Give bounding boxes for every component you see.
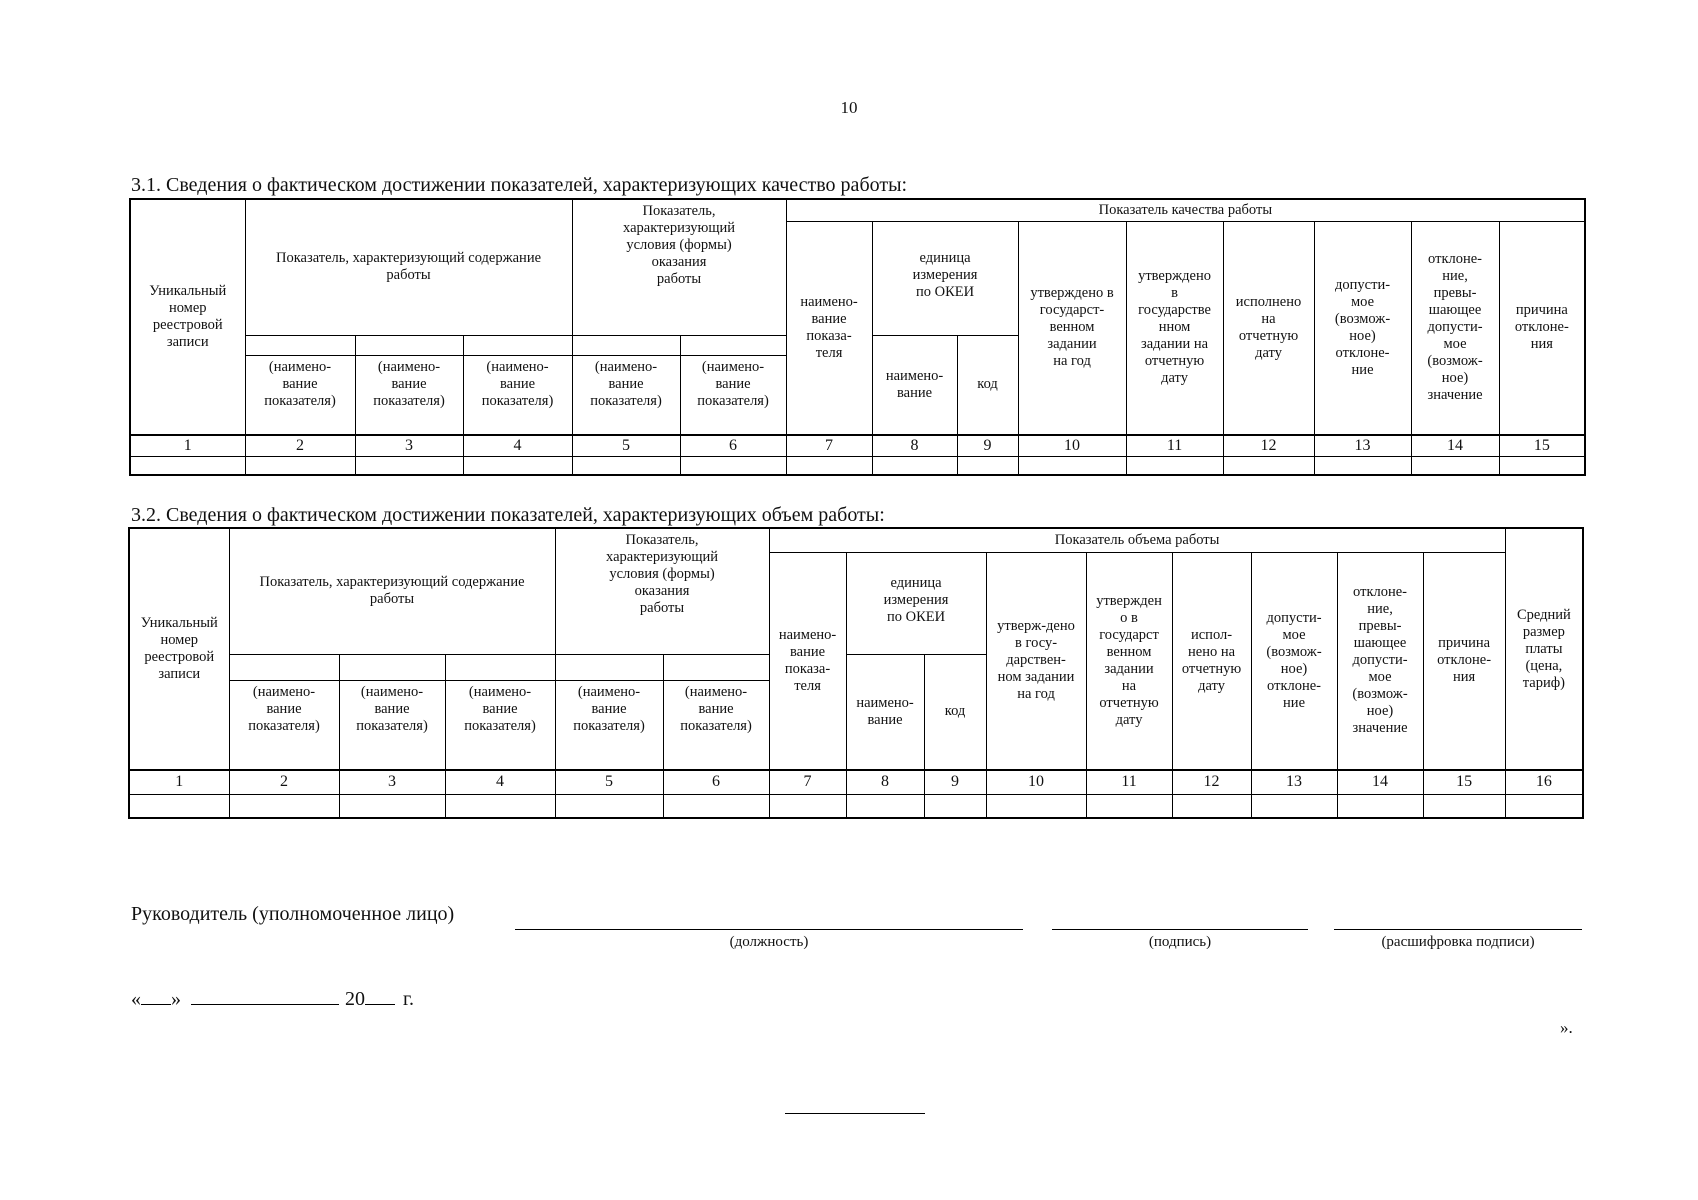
- column-number: 14: [1411, 435, 1499, 457]
- year-field[interactable]: [365, 986, 395, 1005]
- empty-subheader-cell: [555, 654, 663, 680]
- data-cell[interactable]: [1423, 794, 1505, 818]
- column-number: 6: [680, 435, 786, 457]
- year-suffix: г.: [403, 988, 414, 1010]
- header-indicator-name: наимено- вание показа- теля: [769, 552, 846, 770]
- column-number: 7: [769, 770, 846, 794]
- column-number: 1: [130, 435, 245, 457]
- data-cell[interactable]: [339, 794, 445, 818]
- empty-subheader-cell: [229, 654, 339, 680]
- header-approved-period: утверждено в государстве нном задании на отчетную дату: [1126, 221, 1223, 435]
- decoding-line[interactable]: [1334, 929, 1582, 930]
- column-number: 1: [129, 770, 229, 794]
- data-cell[interactable]: [1223, 457, 1314, 475]
- data-cell[interactable]: [1126, 457, 1223, 475]
- column-number: 12: [1172, 770, 1251, 794]
- signature-caption: (подпись): [1148, 934, 1212, 950]
- data-cell[interactable]: [1314, 457, 1411, 475]
- data-cell[interactable]: [680, 457, 786, 475]
- column-number: 11: [1126, 435, 1223, 457]
- header-okei-name: наимено- вание: [846, 654, 924, 770]
- header-approved-period: утвержден о в государст венном задании на отчетную дату: [1086, 552, 1172, 770]
- column-number: 16: [1505, 770, 1583, 794]
- data-cell[interactable]: [986, 794, 1086, 818]
- open-quote: «: [131, 988, 141, 1010]
- data-cell[interactable]: [769, 794, 846, 818]
- data-cell[interactable]: [1251, 794, 1337, 818]
- position-caption: (должность): [729, 934, 809, 950]
- volume-indicators-table: [128, 527, 1584, 819]
- header-sub-name-4: (наимено- вание показателя): [572, 355, 680, 435]
- data-cell[interactable]: [1411, 457, 1499, 475]
- header-volume-group: Показатель объема работы: [769, 528, 1505, 552]
- column-number: 14: [1337, 770, 1423, 794]
- column-number: 8: [846, 770, 924, 794]
- column-number: 6: [663, 770, 769, 794]
- empty-subheader-cell: [339, 654, 445, 680]
- column-number: 3: [339, 770, 445, 794]
- column-number: 8: [872, 435, 957, 457]
- header-okei-name: наимено- вание: [872, 335, 957, 435]
- closing-mark: ».: [1560, 1018, 1573, 1037]
- column-number: 10: [986, 770, 1086, 794]
- header-sub-name-3: (наимено- вание показателя): [463, 355, 572, 435]
- data-cell[interactable]: [663, 794, 769, 818]
- header-deviation-reason: причина отклоне- ния: [1423, 552, 1505, 770]
- column-number: 3: [355, 435, 463, 457]
- data-cell[interactable]: [1499, 457, 1585, 475]
- data-cell[interactable]: [1086, 794, 1172, 818]
- data-cell[interactable]: [130, 457, 245, 475]
- header-allowed-deviation: допусти- мое (возмож- ное) отклоне- ние: [1251, 552, 1337, 770]
- data-cell[interactable]: [1505, 794, 1583, 818]
- column-number: 7: [786, 435, 872, 457]
- column-number: 12: [1223, 435, 1314, 457]
- header-sub-name-2: (наимено- вание показателя): [339, 680, 445, 770]
- column-number: 9: [924, 770, 986, 794]
- header-exceeding-deviation: отклоне- ние, превы- шающее допусти- мое (возмож- ное) значение: [1337, 552, 1423, 770]
- column-number: 10: [1018, 435, 1126, 457]
- data-cell[interactable]: [924, 794, 986, 818]
- column-number: 2: [229, 770, 339, 794]
- empty-subheader-cell: [355, 335, 463, 355]
- page-number: 10: [840, 98, 858, 117]
- header-sub-name-1: (наимено- вание показателя): [229, 680, 339, 770]
- data-cell[interactable]: [1337, 794, 1423, 818]
- column-number: 2: [245, 435, 355, 457]
- column-number: 4: [445, 770, 555, 794]
- data-cell[interactable]: [445, 794, 555, 818]
- header-okei-unit: единица измерения по ОКЕИ: [872, 221, 1018, 335]
- column-number: 4: [463, 435, 572, 457]
- column-number: 13: [1314, 435, 1411, 457]
- section-3-2-title: 3.2. Сведения о фактическом достижении показателей, характеризующих объем работы:: [131, 504, 885, 526]
- header-unique-number: Уникальный номер реестровой записи: [130, 199, 245, 435]
- header-okei-unit: единица измерения по ОКЕИ: [846, 552, 986, 654]
- header-okei-code: код: [924, 654, 986, 770]
- signature-line[interactable]: [1052, 929, 1308, 930]
- header-exceeding-deviation: отклоне- ние, превы- шающее допусти- мое (возмож- ное) значение: [1411, 221, 1499, 435]
- header-average-fee: Средний размер платы (цена, тариф): [1505, 528, 1583, 770]
- column-number: 9: [957, 435, 1018, 457]
- data-cell[interactable]: [1172, 794, 1251, 818]
- empty-subheader-cell: [245, 335, 355, 355]
- position-line[interactable]: [515, 929, 1023, 930]
- data-cell[interactable]: [463, 457, 572, 475]
- close-quote: »: [171, 988, 181, 1010]
- column-number: 15: [1423, 770, 1505, 794]
- signature-label: Руководитель (уполномоченное лицо): [131, 903, 455, 925]
- header-sub-name-3: (наимено- вание показателя): [445, 680, 555, 770]
- empty-subheader-cell: [663, 654, 769, 680]
- header-deviation-reason: причина отклоне- ния: [1499, 221, 1585, 435]
- data-cell[interactable]: [846, 794, 924, 818]
- header-unique-number: Уникальный номер реестровой записи: [129, 528, 229, 770]
- header-approved-year: утверждено в государст- венном задании на год: [1018, 221, 1126, 435]
- column-number: 13: [1251, 770, 1337, 794]
- header-allowed-deviation: допусти- мое (возмож- ное) отклоне- ние: [1314, 221, 1411, 435]
- header-quality-group: Показатель качества работы: [786, 199, 1585, 221]
- header-executed: испол- нено на отчетную дату: [1172, 552, 1251, 770]
- column-number: 11: [1086, 770, 1172, 794]
- header-sub-name-4: (наимено- вание показателя): [555, 680, 663, 770]
- empty-subheader-cell: [445, 654, 555, 680]
- header-sub-name-2: (наимено- вание показателя): [355, 355, 463, 435]
- year-prefix: 20: [345, 988, 365, 1010]
- decoding-caption: (расшифровка подписи): [1381, 934, 1535, 950]
- header-indicator-name: наимено- вание показа- теля: [786, 221, 872, 435]
- header-approved-year: утверж-дено в госу- дарствен- ном задании на год: [986, 552, 1086, 770]
- data-cell[interactable]: [229, 794, 339, 818]
- month-field[interactable]: [191, 986, 339, 1005]
- data-cell[interactable]: [872, 457, 957, 475]
- data-cell[interactable]: [555, 794, 663, 818]
- section-3-1-title: 3.1. Сведения о фактическом достижении показателей, характеризующих качество работы:: [131, 174, 908, 196]
- header-sub-name-5: (наимено- вание показателя): [663, 680, 769, 770]
- column-number: 15: [1499, 435, 1585, 457]
- column-number: 5: [572, 435, 680, 457]
- data-cell[interactable]: [245, 457, 355, 475]
- empty-subheader-cell: [572, 335, 680, 355]
- data-cell[interactable]: [572, 457, 680, 475]
- header-okei-code: код: [957, 335, 1018, 435]
- header-sub-name-5: (наимено- вание показателя): [680, 355, 786, 435]
- data-cell[interactable]: [129, 794, 229, 818]
- header-sub-name-1: (наимено- вание показателя): [245, 355, 355, 435]
- data-cell[interactable]: [355, 457, 463, 475]
- column-number: 5: [555, 770, 663, 794]
- header-content-indicator: Показатель, характеризующий содержание работы: [245, 199, 572, 335]
- data-cell[interactable]: [1018, 457, 1126, 475]
- date-line: [131, 986, 414, 1011]
- footer-rule: [785, 1113, 925, 1114]
- empty-subheader-cell: [463, 335, 572, 355]
- data-cell[interactable]: [786, 457, 872, 475]
- header-conditions-indicator: Показатель, характеризующий условия (формы) оказания работы: [555, 528, 769, 654]
- data-cell[interactable]: [957, 457, 1018, 475]
- quality-indicators-table: [129, 198, 1586, 476]
- empty-subheader-cell: [680, 335, 786, 355]
- day-field[interactable]: [141, 986, 171, 1005]
- header-executed: исполнено на отчетную дату: [1223, 221, 1314, 435]
- header-conditions-indicator: Показатель, характеризующий условия (формы) оказания работы: [572, 199, 786, 335]
- header-content-indicator: Показатель, характеризующий содержание работы: [229, 528, 555, 654]
